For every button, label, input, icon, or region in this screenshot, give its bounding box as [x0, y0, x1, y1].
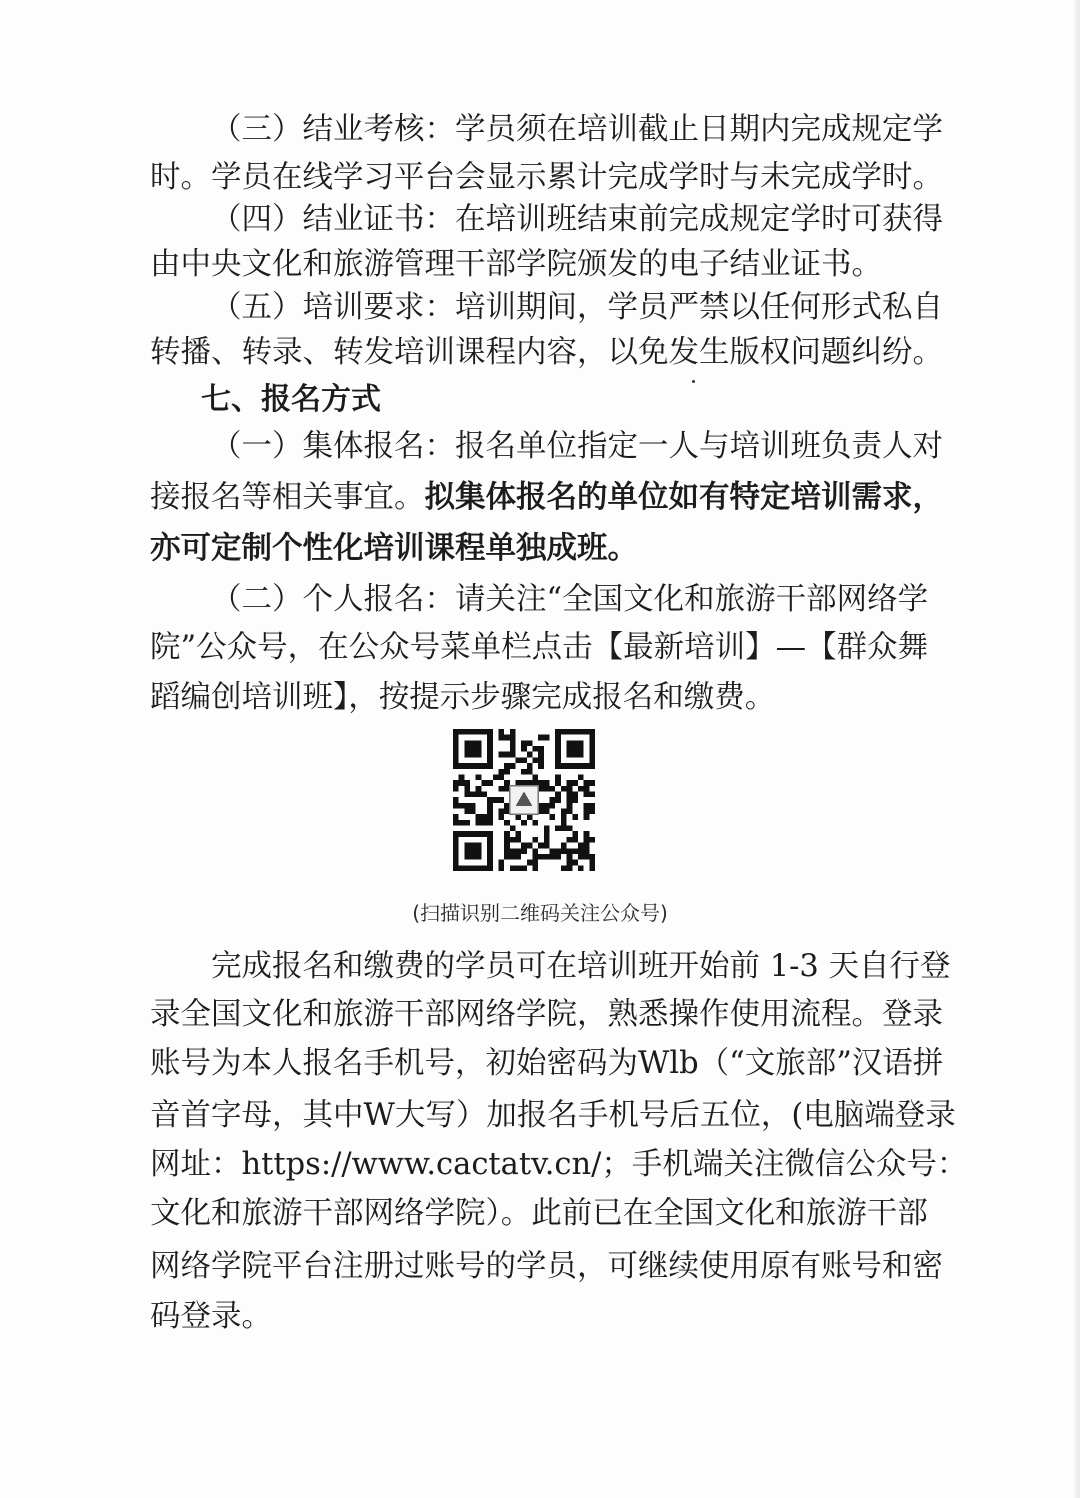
qr-code-icon[interactable] — [453, 729, 595, 871]
login-info-line-1: 完成报名和缴费的学员可在培训班开始前 1-3 天自行登 — [211, 949, 951, 984]
individual-registration-line-1: （二）个人报名：请关注“全国文化和旅游干部网络学 — [211, 582, 929, 617]
section-5-line-2: 转播、转录、转发培训课程内容，以免发生版权问题纠纷。 — [150, 335, 943, 370]
section-4-line-1: （四）结业证书：在培训班结束前完成规定学时可获得 — [211, 202, 943, 237]
group-registration-line-3: 亦可定制个性化培训课程单独成班。 — [150, 530, 638, 566]
login-info-line-8: 码登录。 — [150, 1299, 272, 1334]
login-info-line-6: 文化和旅游干部网络学院）。此前已在全国文化和旅游干部 — [150, 1196, 928, 1231]
scan-edge-shadow — [1074, 0, 1080, 1498]
login-info-line-4: 音首字母，其中W大写）加报名手机号后五位，(电脑端登录 — [150, 1098, 956, 1133]
login-info-line-2: 录全国文化和旅游干部网络学院，熟悉操作使用流程。登录 — [150, 997, 943, 1032]
section-3-line-1: （三）结业考核：学员须在培训截止日期内完成规定学 — [211, 112, 943, 147]
individual-registration-line-2: 院”公众号，在公众号菜单栏点击【最新培训】—【群众舞 — [150, 630, 929, 665]
login-info-line-3: 账号为本人报名手机号，初始密码为Wlb（“文旅部”汉语拼 — [150, 1046, 944, 1081]
scan-speck — [692, 380, 695, 383]
individual-registration-line-3: 蹈编创培训班】，按提示步骤完成报名和缴费。 — [150, 680, 776, 715]
section-5-line-1: （五）培训要求：培训期间，学员严禁以任何形式私自 — [211, 290, 943, 325]
section-3-line-2: 时。学员在线学习平台会显示累计完成学时与未完成学时。 — [150, 160, 943, 195]
group-registration-text: 接报名等相关事宜。 — [150, 480, 425, 515]
group-registration-custom-note: 拟集体报名的单位如有特定培训需求， — [424, 479, 943, 515]
section-4-line-2: 由中央文化和旅游管理干部学院颁发的电子结业证书。 — [150, 247, 882, 282]
qr-caption: (扫描识别二维码关注公众号) — [412, 901, 668, 925]
group-registration-line-1: （一）集体报名：报名单位指定一人与培训班负责人对 — [211, 429, 943, 464]
registration-heading: 七、报名方式 — [201, 382, 381, 417]
login-info-line-7: 网络学院平台注册过账号的学员，可继续使用原有账号和密 — [150, 1249, 943, 1284]
login-info-line-5: 网址：https://www.cactatv.cn/；手机端关注微信公众号： — [150, 1147, 968, 1182]
group-registration-line-2 — [150, 477, 943, 518]
